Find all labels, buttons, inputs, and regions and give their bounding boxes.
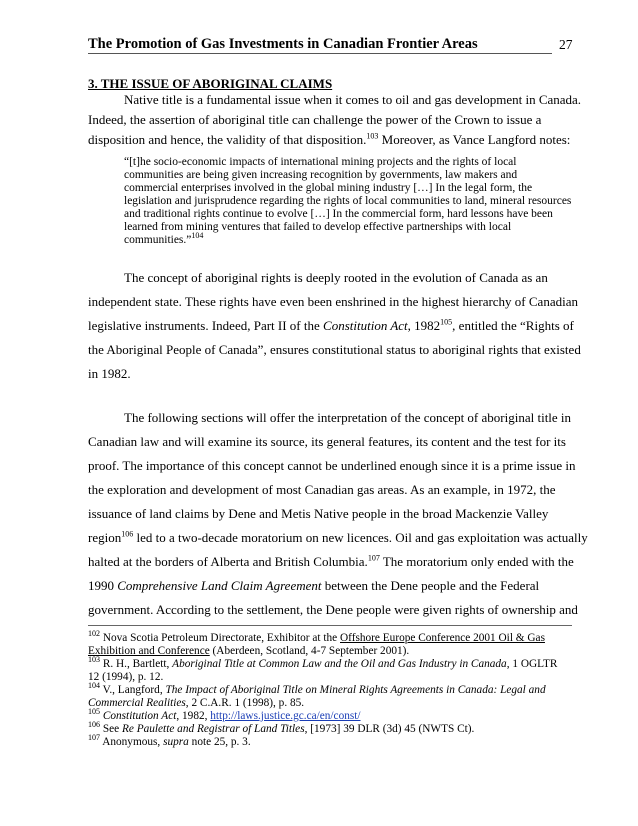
page-number: 27 xyxy=(559,37,573,52)
p3-line-8: 1990 Comprehensive Land Claim Agreement between the Dene people and the Federal xyxy=(88,578,540,593)
quote-line-6: learned from mining ventures that failed to develop effective partnerships with local xyxy=(124,221,512,233)
p3-line-3: proof. The importance of this concept cannot be underlined enough since it is a prime issue in xyxy=(88,458,576,473)
footnote-ref-104[interactable]: 104 xyxy=(191,231,204,241)
p2-line-5: in 1982. xyxy=(88,366,131,381)
quote-line-4: legislation and jurisprudence regarding the rights of local communities to land, mineral resources xyxy=(124,195,572,207)
footnote-106: $^{106}$ See Re Paulette and Registrar of Land Titles, [1973] 39 DLR (3d) 45 (NWTS Ct). xyxy=(88,720,475,735)
footnote-ref-106[interactable]: 106 xyxy=(121,529,134,539)
p3-line-6: region$^{106}$ led to a two-decade moratorium on new licences. Oil and gas exploitation was actually xyxy=(88,529,588,545)
p2-line-4: the Aboriginal People of Canada”, ensures constitutional status to aboriginal rights that existed xyxy=(88,342,581,357)
quote-line-2: communities are being given increasing recognition by governments, law makers and xyxy=(124,169,518,181)
quote-line-7: communities.”$^{104}$ xyxy=(124,231,204,246)
p1-line-2: Indeed, the assertion of aboriginal title can challenge the power of the Crown to issue a xyxy=(88,112,542,127)
constitution-act-link[interactable]: http://laws.justice.gc.ca/en/const/ xyxy=(210,710,361,722)
footnote-104-line-2: Commercial Realities, 2 C.A.R. 1 (1998), p. 85. xyxy=(88,697,305,709)
footnote-ref-103[interactable]: 103 xyxy=(366,131,379,141)
footnote-rule xyxy=(88,625,572,626)
p1-line-3: disposition and hence, the validity of that disposition.$^{103}$ Moreover, as Vance Langford notes: xyxy=(88,131,571,147)
quote-line-3: commercial enterprises involved in the global mining industry […] In the legal form, the xyxy=(124,182,533,194)
p2-line-3: legislative instruments. Indeed, Part II of the Constitution Act, 1982$^{105}$, entitled the “Rights of xyxy=(88,317,574,333)
footnote-102-line-2: Exhibition and Conference (Aberdeen, Scotland, 4-7 September 2001). xyxy=(88,645,410,657)
quote-line-1: “[t]he socio-economic impacts of international mining projects and the rights of local xyxy=(124,156,517,168)
p3-line-4: the exploration and development of most Canadian gas areas. As an example, in 1972, the xyxy=(88,482,556,497)
p3-line-5: issuance of land claims by Dene and Metis Native people in the broad Mackenzie Valley xyxy=(88,506,549,521)
footnote-ref-105[interactable]: 105 xyxy=(440,317,453,327)
section-heading: 3. THE ISSUE OF ABORIGINAL CLAIMS xyxy=(88,76,333,91)
p3-line-9: government. According to the settlement, the Dene people were given rights of ownership and xyxy=(88,602,578,617)
p3-line-2: Canadian law and will examine its source, its general features, its content and the test for its xyxy=(88,434,566,449)
footnote-104-line-1: $^{104}$ V., Langford, The Impact of Aboriginal Title on Mineral Rights Agreements in Canada: Legal and xyxy=(88,681,546,696)
footnote-107: $^{107}$ Anonymous, supra note 25, p. 3. xyxy=(88,733,251,748)
p1-line-1: Native title is a fundamental issue when it comes to oil and gas development in Canada. xyxy=(124,92,582,107)
footnote-105: $^{105}$ Constitution Act, 1982, http://laws.justice.gc.ca/en/const/ xyxy=(88,707,361,722)
footnote-102-line-1: $^{102}$ Nova Scotia Petroleum Directorate, Exhibitor at the Offshore Europe Conference 2001 Oil & Gas xyxy=(88,629,545,644)
p3-line-7: halted at the borders of Alberta and British Columbia.$^{107}$ The moratorium only ended with the xyxy=(88,553,574,569)
footnote-103-line-1: $^{103}$ R. H., Bartlett, Aboriginal Title at Common Law and the Oil and Gas Industry in Canada, 1 OGLTR xyxy=(88,655,558,670)
quote-line-5: and traditional rights continue to evolve […] In the commercial form, hard lessons have been xyxy=(124,208,553,220)
footnote-ref-107[interactable]: 107 xyxy=(367,553,380,563)
footnote-103-line-2: 12 (1994), p. 12. xyxy=(88,671,164,683)
p2-line-1: The concept of aboriginal rights is deeply rooted in the evolution of Canada as an xyxy=(124,270,548,285)
p3-line-1: The following sections will offer the interpretation of the concept of aboriginal title in xyxy=(124,410,572,425)
header-rule xyxy=(88,53,552,54)
page-header-title: The Promotion of Gas Investments in Canadian Frontier Areas xyxy=(88,36,478,52)
p2-line-2: independent state. These rights have even been enshrined in the highest hierarchy of Canadian xyxy=(88,294,578,309)
